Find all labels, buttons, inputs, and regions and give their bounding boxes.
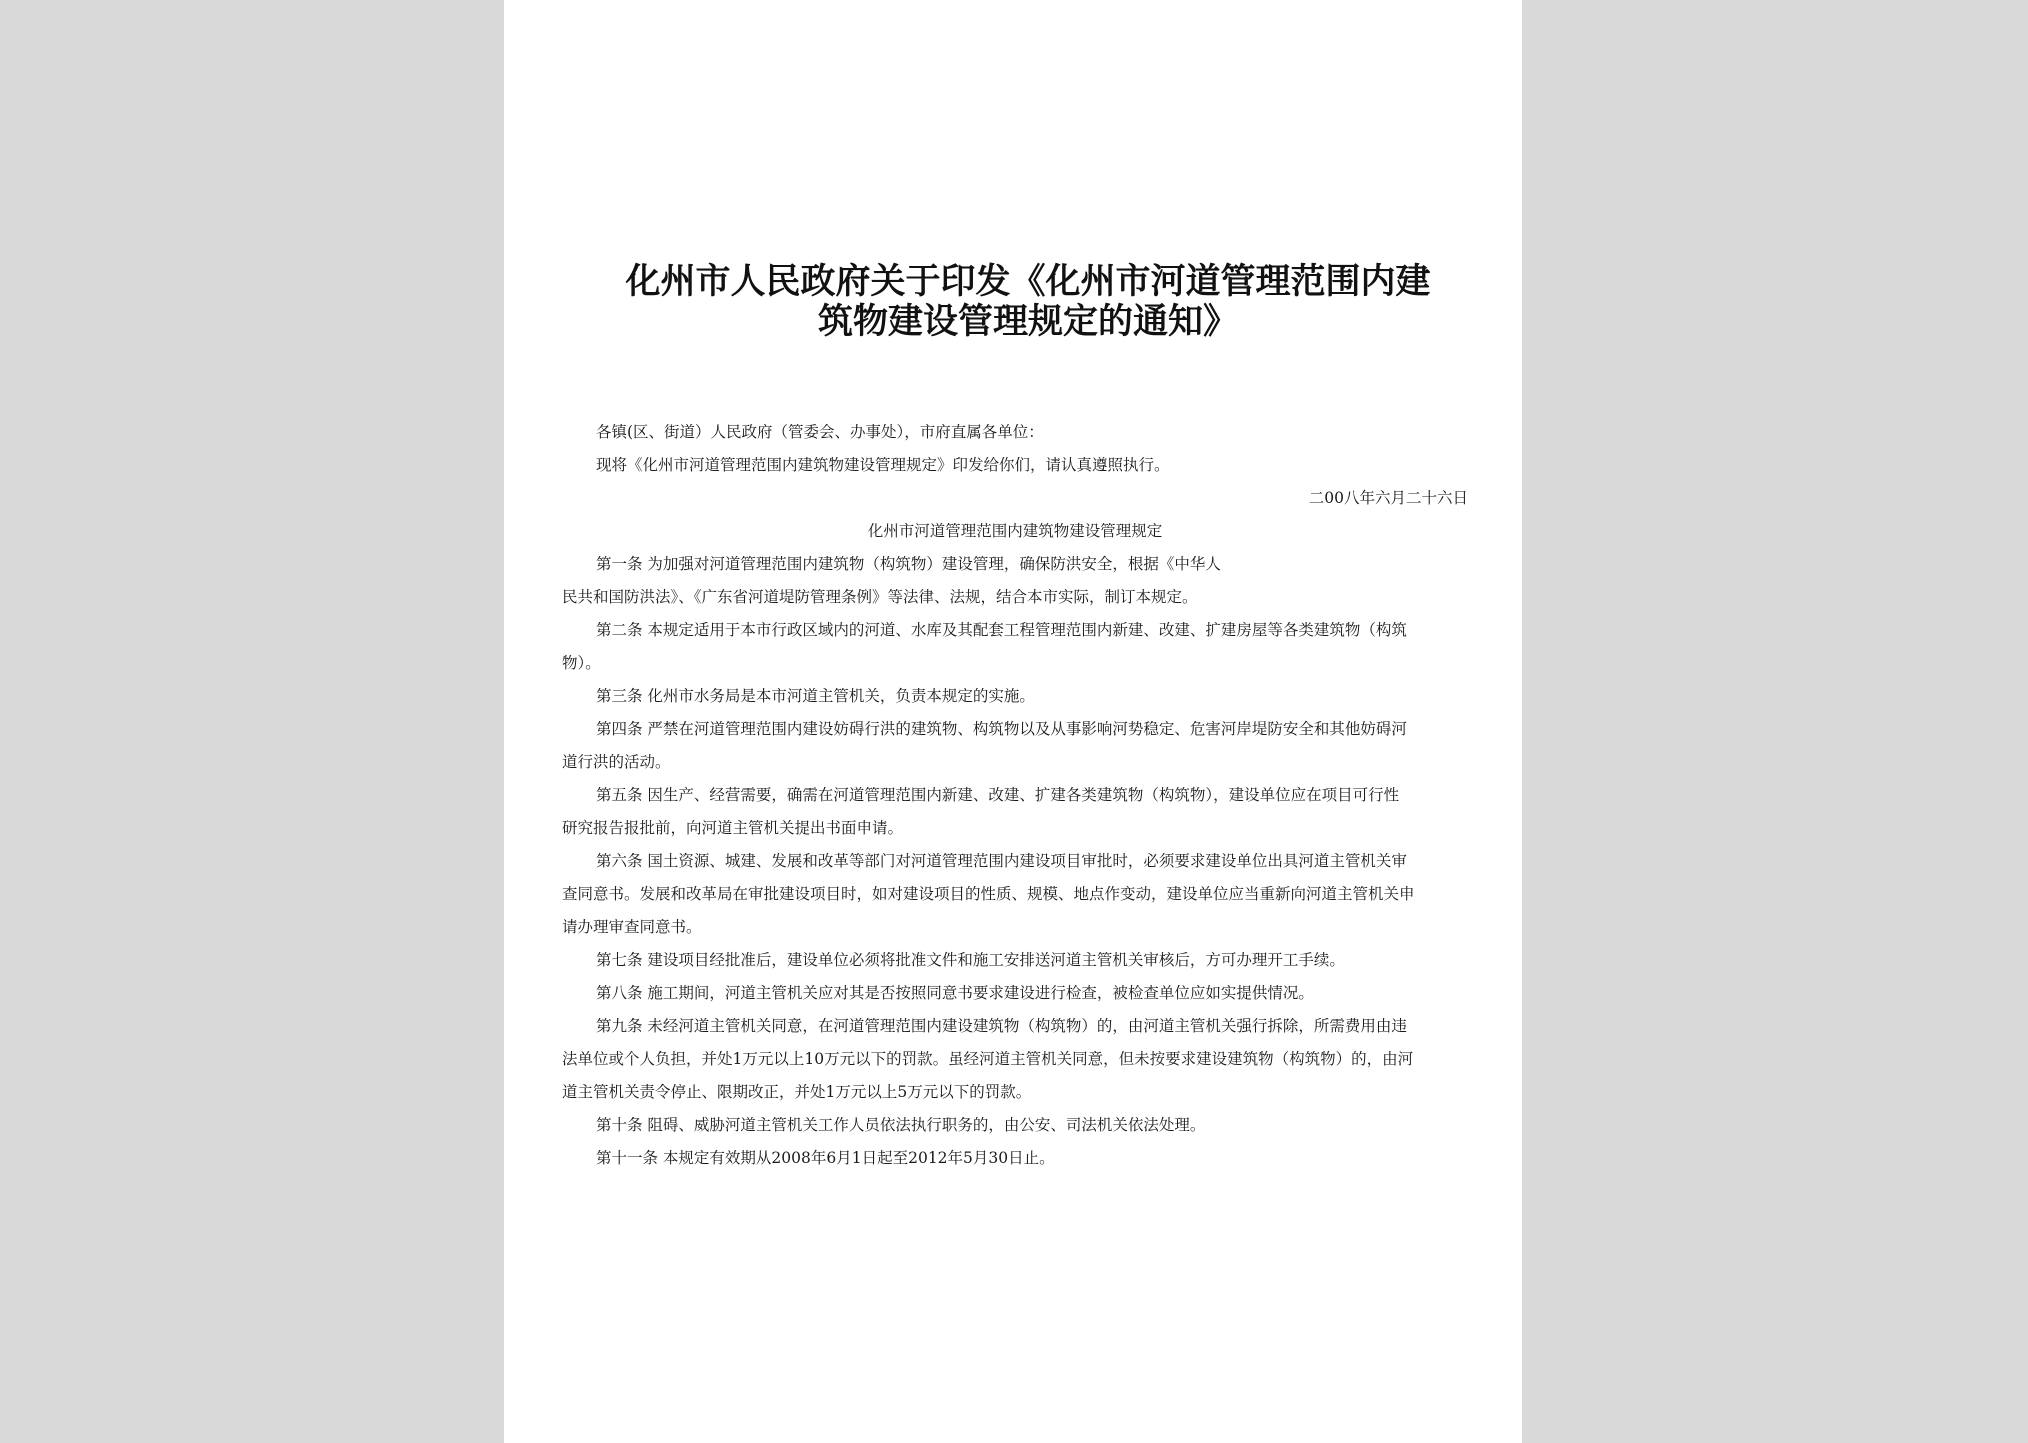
article-2-line-1: 第二条 本规定适用于本市行政区域内的河道、水库及其配套工程管理范围内新建、改建、扩建房屋等各类建筑物（构筑 [596,621,1407,639]
document-page [504,0,1522,1443]
article-1-line-2: 民共和国防洪法》、《广东省河道堤防管理条例》等法律、法规，结合本市实际，制订本规定。 [562,588,1198,606]
article-1-line-1: 第一条 为加强对河道管理范围内建筑物（构筑物）建设管理，确保防洪安全，根据《中华人 [596,555,1221,573]
intro-paragraph: 现将《化州市河道管理范围内建筑物建设管理规定》印发给你们，请认真遵照执行。 [596,456,1170,474]
article-9-line-2: 法单位或个人负担，并处1万元以上10万元以下的罚款。虽经河道主管机关同意，但未按要求建设建筑物（构筑物）的，由河 [562,1050,1414,1068]
article-7: 第七条 建设项目经批准后，建设单位必须将批准文件和施工安排送河道主管机关审核后，方可办理开工手续。 [596,951,1345,969]
title-line-1: 化州市人民政府关于印发《化州市河道管理范围内建 [625,261,1431,302]
article-6-line-2: 查同意书。发展和改革局在审批建设项目时，如对建设项目的性质、规模、地点作变动，建设单位应当重新向河道主管机关申 [562,885,1415,903]
article-11: 第十一条 本规定有效期从2008年6月1日起至2012年5月30日止。 [596,1149,1055,1167]
article-3: 第三条 化州市水务局是本市河道主管机关，负责本规定的实施。 [596,687,1035,705]
article-9-line-3: 道主管机关责令停止、限期改正，并处1万元以上5万元以下的罚款。 [562,1083,1032,1101]
article-5-line-2: 研究报告报批前，向河道主管机关提出书面申请。 [562,819,904,837]
article-10: 第十条 阻碍、威胁河道主管机关工作人员依法执行职务的，由公安、司法机关依法处理。 [596,1116,1206,1134]
article-6-line-3: 请办理审查同意书。 [562,918,702,936]
title-line-2: 筑物建设管理规定的通知》 [817,301,1238,342]
article-5-line-1: 第五条 因生产、经营需要，确需在河道管理范围内新建、改建、扩建各类建筑物（构筑物），建设单位应在项目可行性 [596,786,1400,804]
salutation: 各镇(区、街道）人民政府（管委会、办事处），市府直属各单位： [596,423,1044,441]
document-date: 二00八年六月二十六日 [1308,489,1468,507]
article-6-line-1: 第六条 国土资源、城建、发展和改革等部门对河道管理范围内建设项目审批时，必须要求建设单位出具河道主管机关审 [596,852,1407,870]
article-4-line-2: 道行洪的活动。 [562,753,671,771]
article-9-line-1: 第九条 未经河道主管机关同意，在河道管理范围内建设建筑物（构筑物）的，由河道主管机关强行拆除，所需费用由违 [596,1017,1407,1035]
article-8: 第八条 施工期间，河道主管机关应对其是否按照同意书要求建设进行检查，被检查单位应如实提供情况。 [596,984,1314,1002]
article-2-line-2: 物）。 [562,654,601,672]
document-title [594,262,1462,342]
article-4-line-1: 第四条 严禁在河道管理范围内建设妨碍行洪的建筑物、构筑物以及从事影响河势稳定、危害河岸堤防安全和其他妨碍河 [596,720,1407,738]
regulation-title: 化州市河道管理范围内建筑物建设管理规定 [867,522,1163,540]
